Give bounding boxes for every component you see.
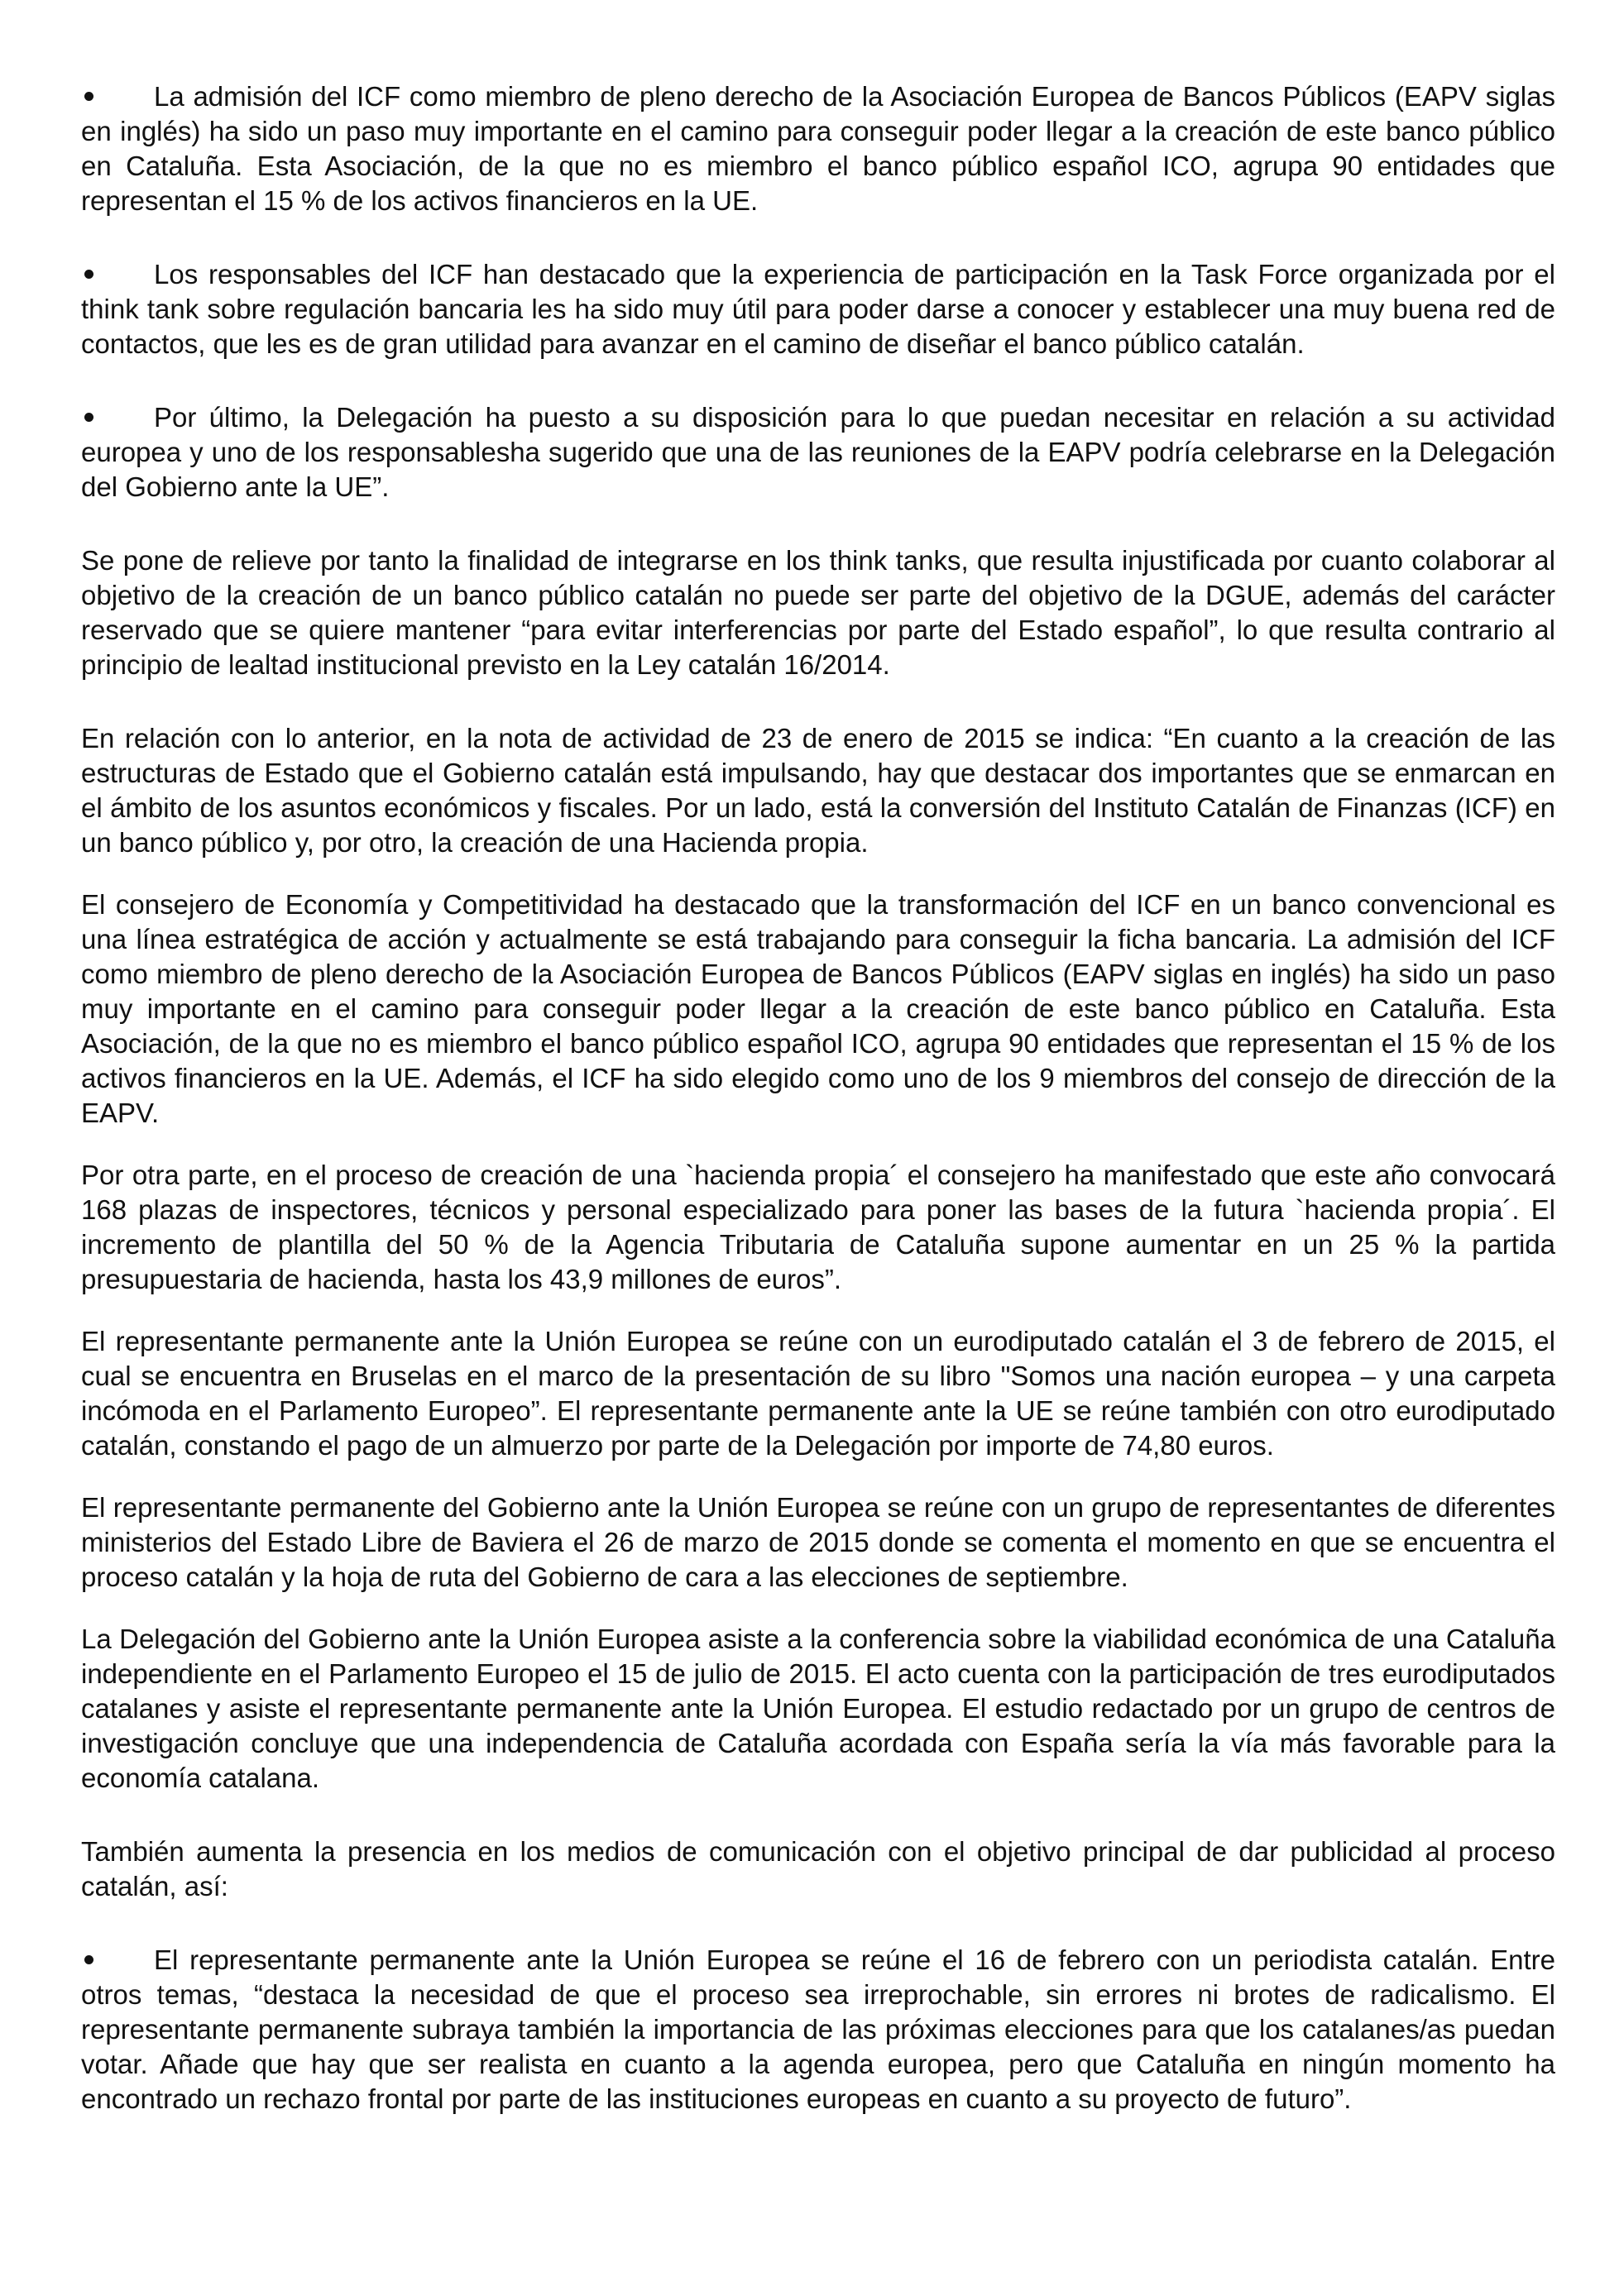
paragraph-text: Por último, la Delegación ha puesto a su disposición para lo que puedan necesitar en relación a su actividad europea y uno de los responsablesha sugerido que una de las reuniones de la EAPV podría celebrarse en la Delegación del Gobierno ante la UE”. (81, 402, 1555, 502)
paragraph-8: El representante permanente ante la Unión Europea se reúne con un eurodiputado catalán el 3 de febrero de 2015, el cual se encuentra en Bruselas en el marco de la presentación de su libro "Somos una nación europea – y una carpeta incómoda en el Parlamento Europeo”. El representante permanente ante la UE se reúne también con otro eurodiputado catalán, constando el pago de un almuerzo por parte de la Delegación por importe de 74,80 euros. (81, 1326, 1555, 1461)
bullet-marker (81, 79, 154, 114)
bullet-paragraph-2 (81, 257, 1555, 361)
paragraph-text: Los responsables del ICF han destacado que la experiencia de participación en la Task Force organizada por el think tank sobre regulación bancaria les ha sido muy útil para poder darse a conocer y establecer una muy buena red de contactos, que les es de gran utilidad para avanzar en el camino de diseñar el banco público catalán. (81, 259, 1555, 359)
bullet-marker (81, 400, 154, 435)
paragraph-text: La admisión del ICF como miembro de pleno derecho de la Asociación Europea de Bancos Públicos (EAPV siglas en inglés) ha sido un paso muy importante en el camino para conseguir poder llegar a la creación de este banco público en Cataluña. Esta Asociación, de la que no es miembro el banco público español ICO, agrupa 90 entidades que representan el 15 % de los activos financieros en la UE. (81, 81, 1555, 216)
paragraph-text: El representante permanente ante la Unión Europea se reúne el 16 de febrero con un periodista catalán. Entre otros temas, “destaca la necesidad de que el proceso sea irreprochable, sin errores ni brotes de radicalismo. El representante permanente subraya también la importancia de las próximas elecciones para que los catalanes/as puedan votar. Añade que hay que ser realista en cuanto a la agenda europea, pero que Cataluña en ningún momento ha encontrado un rechazo frontal por parte de las instituciones europeas en cuanto a su proyecto de futuro”. (81, 1944, 1555, 2114)
paragraph-5: En relación con lo anterior, en la nota de actividad de 23 de enero de 2015 se indica: “En cuanto a la creación de las estructuras de Estado que el Gobierno catalán está impulsando, hay que destacar dos importantes que se enmarcan en el ámbito de los asuntos económicos y fiscales. Por un lado, está la conversión del Instituto Catalán de Finanzas (ICF) en un banco público y, por otro, la creación de una Hacienda propia. (81, 723, 1555, 858)
bullet-dot-icon (84, 1955, 93, 1964)
paragraph-11: También aumenta la presencia en los medios de comunicación con el objetivo principal de dar publicidad al proceso catalán, así: (81, 1836, 1555, 1901)
paragraph-10: La Delegación del Gobierno ante la Unión Europea asiste a la conferencia sobre la viabilidad económica de una Cataluña independiente en el Parlamento Europeo el 15 de julio de 2015. El acto cuenta con la participación de tres eurodiputados catalanes y asiste el representante permanente ante la Unión Europea. El estudio redactado por un grupo de centros de investigación concluye que una independencia de Cataluña acordada con España sería la vía más favorable para la economía catalana. (81, 1624, 1555, 1793)
paragraph-7: Por otra parte, en el proceso de creación de una `hacienda propia´ el consejero ha manifestado que este año convocará 168 plazas de inspectores, técnicos y personal especializado para poner las bases de la futura `hacienda propia´. El incremento de plantilla del 50 % de la Agencia Tributaria de Cataluña supone aumentar en un 25 % la partida presupuestaria de hacienda, hasta los 43,9 millones de euros”. (81, 1160, 1555, 1294)
bullet-dot-icon (84, 270, 93, 279)
bullet-paragraph-1 (81, 79, 1555, 218)
bullet-marker (81, 257, 154, 292)
bullet-paragraph-12 (81, 1943, 1555, 2117)
bullet-paragraph-3 (81, 400, 1555, 505)
paragraph-4: Se pone de relieve por tanto la finalidad de integrarse en los think tanks, que resulta injustificada por cuanto colaborar al objetivo de la creación de un banco público catalán no puede ser parte del objetivo de la DGUE, además del carácter reservado que se quiere mantener “para evitar interferencias por parte del Estado español”, lo que resulta contrario al principio de lealtad institucional previsto en la Ley catalán 16/2014. (81, 545, 1555, 680)
bullet-marker (81, 1943, 154, 1978)
paragraph-9: El representante permanente del Gobierno ante la Unión Europea se reúne con un grupo de representantes de diferentes ministerios del Estado Libre de Baviera el 26 de marzo de 2015 donde se comenta el momento en que se encuentra el proceso catalán y la hoja de ruta del Gobierno de cara a las elecciones de septiembre. (81, 1492, 1555, 1592)
document-body (81, 79, 1555, 2144)
bullet-dot-icon (84, 413, 93, 422)
paragraph-6: El consejero de Economía y Competitividad ha destacado que la transformación del ICF en un banco convencional es una línea estratégica de acción y actualmente se está trabajando para conseguir la ficha bancaria. La admisión del ICF como miembro de pleno derecho de la Asociación Europea de Bancos Públicos (EAPV siglas en inglés) ha sido un paso muy importante en el camino para conseguir poder llegar a la creación de este banco público en Cataluña. Esta Asociación, de la que no es miembro el banco público español ICO, agrupa 90 entidades que representan el 15 % de los activos financieros en la UE. Además, el ICF ha sido elegido como uno de los 9 miembros del consejo de dirección de la EAPV. (81, 889, 1555, 1128)
bullet-dot-icon (84, 92, 93, 101)
